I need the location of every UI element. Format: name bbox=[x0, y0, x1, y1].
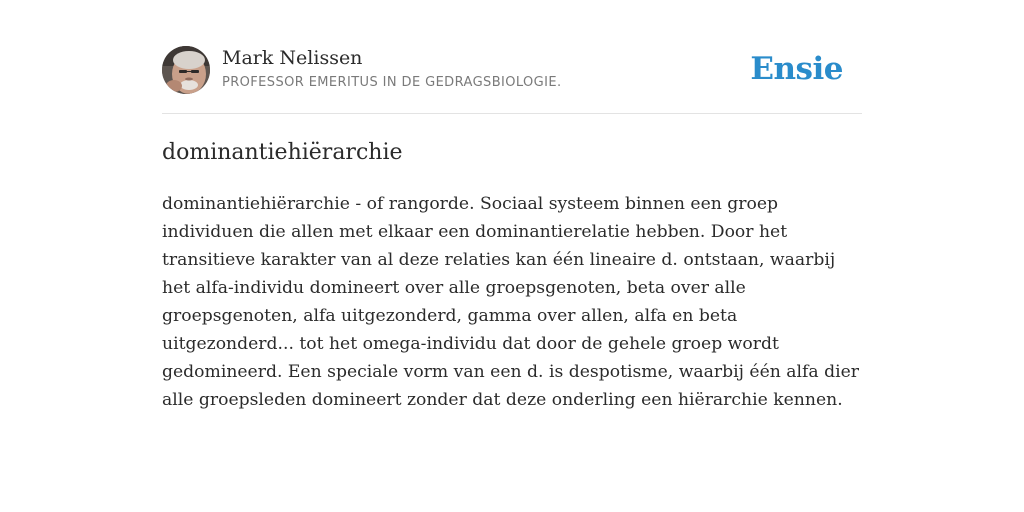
entry-definition: dominantiehiërarchie - of rangorde. Sociaal systeem binnen een groep individuen die allen met elkaar een dominantierelatie hebben. Door het transitieve karakter van al deze relaties kan één lineaire d. ontstaan, waarbij het alfa-individu domineert over alle groepsgenoten, beta over alle groepsgenoten, alfa uitgezonderd, gamma over allen, alfa en beta uitgezonderd... tot het omega-individu dat door de gehele groep wordt gedomineerd. Een speciale vorm van een d. is despotisme, waarbij één alfa dier alle groepsleden domineert zonder dat deze onderling een hiërarchie kennen. bbox=[162, 194, 859, 410]
author-portrait-image bbox=[162, 46, 210, 94]
author-header bbox=[162, 0, 862, 114]
ensie-logo[interactable]: Ensie bbox=[750, 51, 843, 87]
author-name[interactable]: Mark Nelissen bbox=[222, 47, 363, 69]
entry-card bbox=[162, 0, 862, 410]
author-avatar[interactable] bbox=[162, 46, 210, 94]
entry-title: dominantiehiërarchie bbox=[162, 140, 403, 165]
author-role: PROFESSOR EMERITUS IN DE GEDRAGSBIOLOGIE. bbox=[222, 75, 562, 90]
